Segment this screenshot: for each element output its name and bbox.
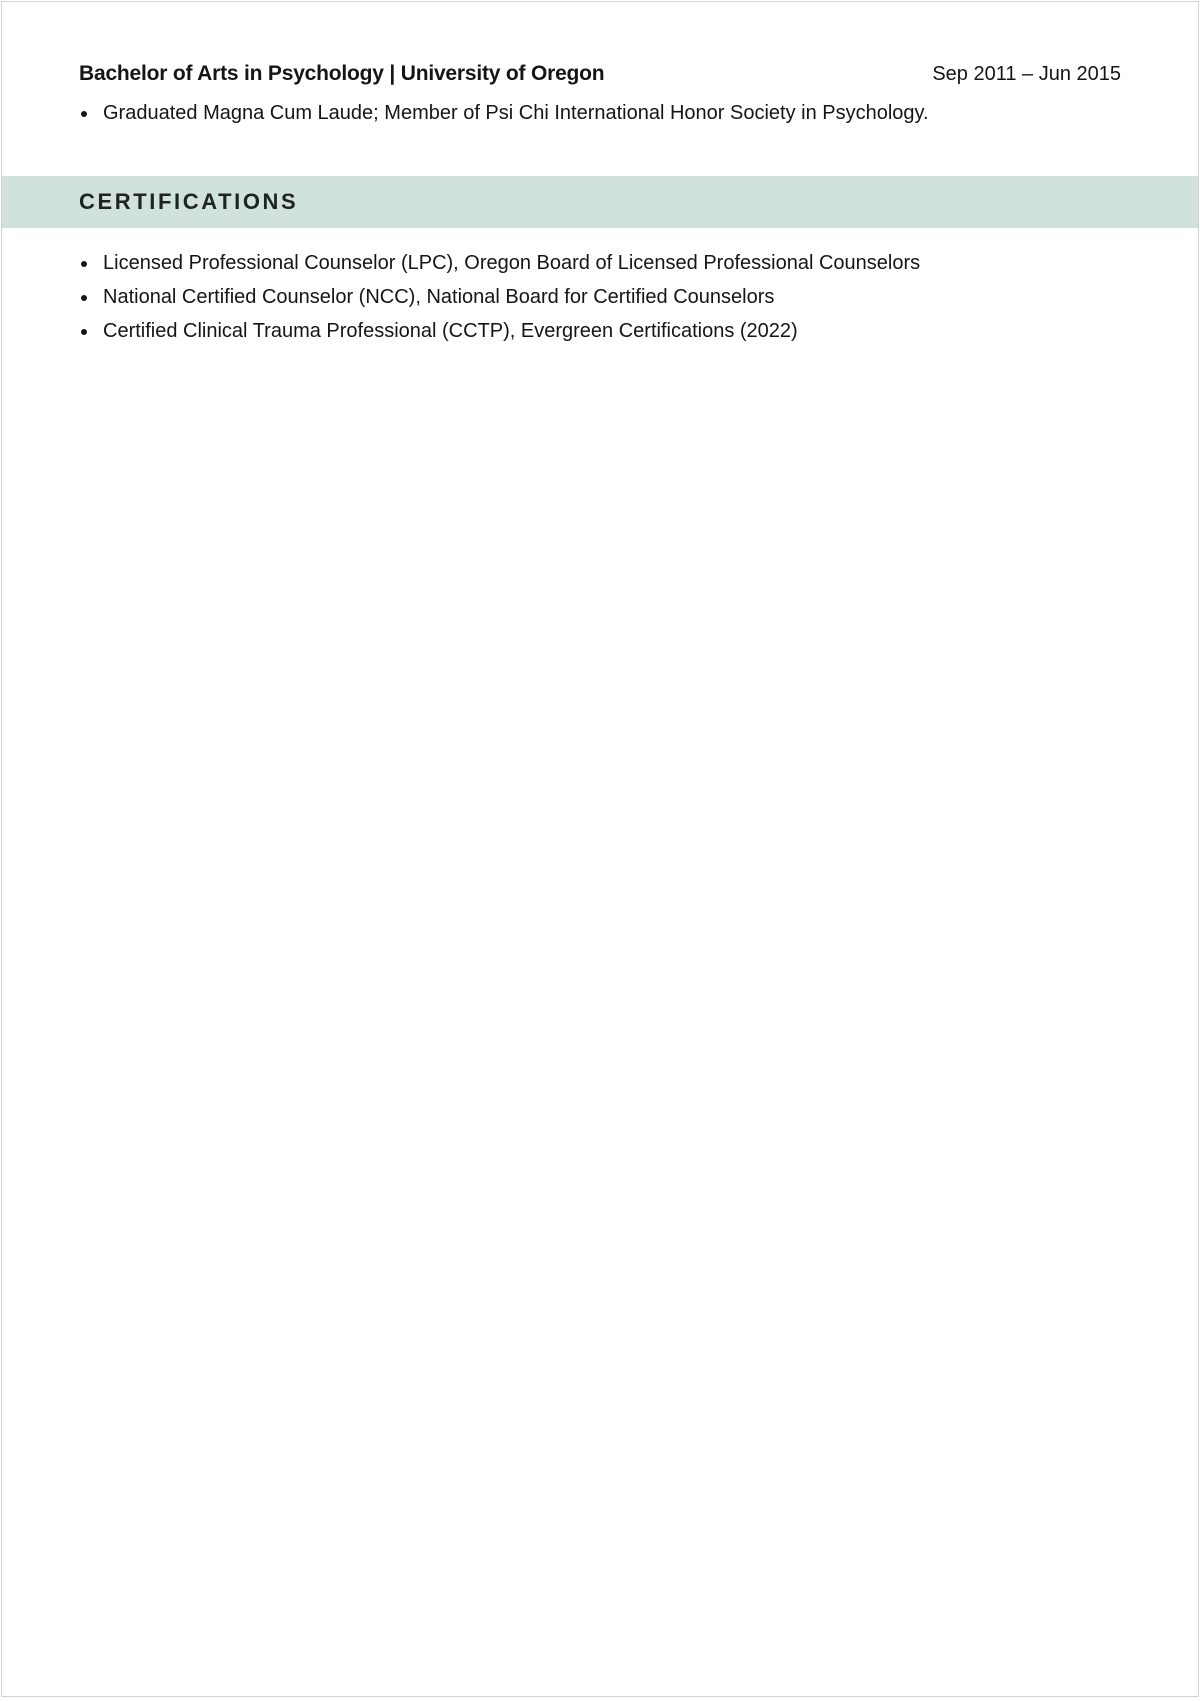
degree-title: Bachelor of Arts in Psychology | University of Oregon bbox=[79, 62, 605, 85]
resume-page bbox=[1, 1, 1199, 1697]
education-dates: Sep 2011 – Jun 2015 bbox=[932, 63, 1121, 85]
certification-item: Licensed Professional Counselor (LPC), Oregon Board of Licensed Professional Counselors bbox=[79, 246, 1121, 280]
certification-item: National Certified Counselor (NCC), National Board for Certified Counselors bbox=[79, 280, 1121, 314]
education-header bbox=[79, 62, 1121, 96]
education-bullet-list bbox=[79, 96, 1121, 130]
certifications-list bbox=[79, 246, 1121, 348]
education-bullet: Graduated Magna Cum Laude; Member of Psi Chi International Honor Society in Psychology. bbox=[79, 96, 1121, 130]
certifications-section-header bbox=[2, 176, 1198, 228]
education-entry bbox=[79, 62, 1121, 130]
certification-item: Certified Clinical Trauma Professional (CCTP), Evergreen Certifications (2022) bbox=[79, 314, 1121, 348]
certifications-heading: CERTIFICATIONS bbox=[79, 189, 299, 214]
